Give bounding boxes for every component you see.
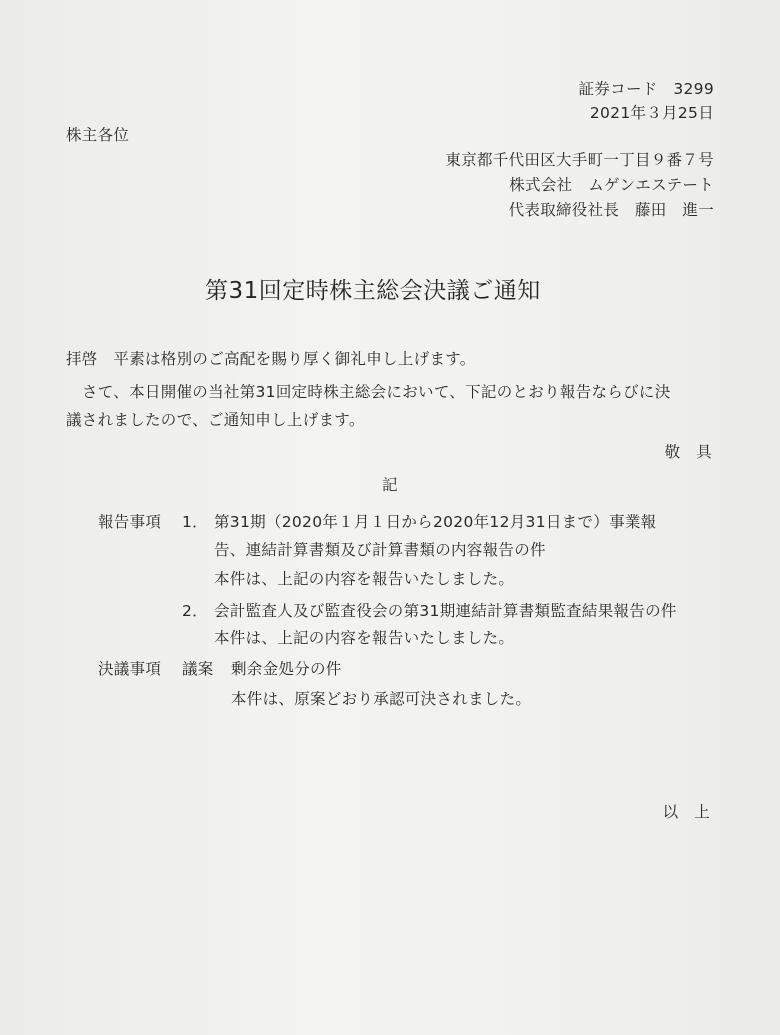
report-item-1-result: 本件は、上記の内容を報告いたしました。 — [214, 570, 515, 588]
report-item-1-line-1: 第31期（2020年１月１日から2020年12月31日まで）事業報 — [214, 513, 657, 531]
closing-keigu: 敬 具 — [664, 443, 712, 461]
agenda-result: 本件は、原案どおり承認可決されました。 — [231, 690, 532, 708]
body-paragraph-line-1: さて、本日開催の当社第31回定時株主総会において、下記のとおり報告ならびに決 — [82, 383, 671, 401]
company-name: 株式会社 ムゲンエステート — [509, 176, 714, 194]
securities-code: 証券コード 3299 — [578, 80, 714, 98]
company-representative: 代表取締役社長 藤田 進一 — [508, 201, 714, 219]
report-item-2-line-1: 会計監査人及び監査役会の第31期連結計算書類監査結果報告の件 — [214, 602, 677, 620]
body-paragraph-line-2: 議されましたので、ご通知申し上げます。 — [66, 411, 365, 429]
document-date: 2021年３月25日 — [589, 104, 714, 122]
company-address: 東京都千代田区大手町一丁目９番７号 — [445, 151, 714, 169]
report-item-2-number: 2． — [182, 602, 208, 620]
document-title: 第31回定時株主総会決議ご通知 — [205, 278, 541, 304]
agenda-label: 議案 — [182, 660, 214, 678]
agenda-title: 剰余金処分の件 — [231, 660, 342, 678]
end-mark: 以 上 — [662, 803, 710, 821]
greeting: 拝啓 平素は格別のご高配を賜り厚く御礼申し上げます。 — [66, 350, 476, 368]
ki-heading: 記 — [382, 476, 398, 494]
resolutions-label: 決議事項 — [98, 660, 162, 678]
report-item-1-line-2: 告、連結計算書類及び計算書類の内容報告の件 — [214, 541, 546, 559]
reports-label: 報告事項 — [98, 513, 162, 531]
report-item-2-result: 本件は、上記の内容を報告いたしました。 — [214, 629, 515, 647]
report-item-1-number: 1． — [182, 513, 208, 531]
addressee: 株主各位 — [66, 126, 130, 144]
